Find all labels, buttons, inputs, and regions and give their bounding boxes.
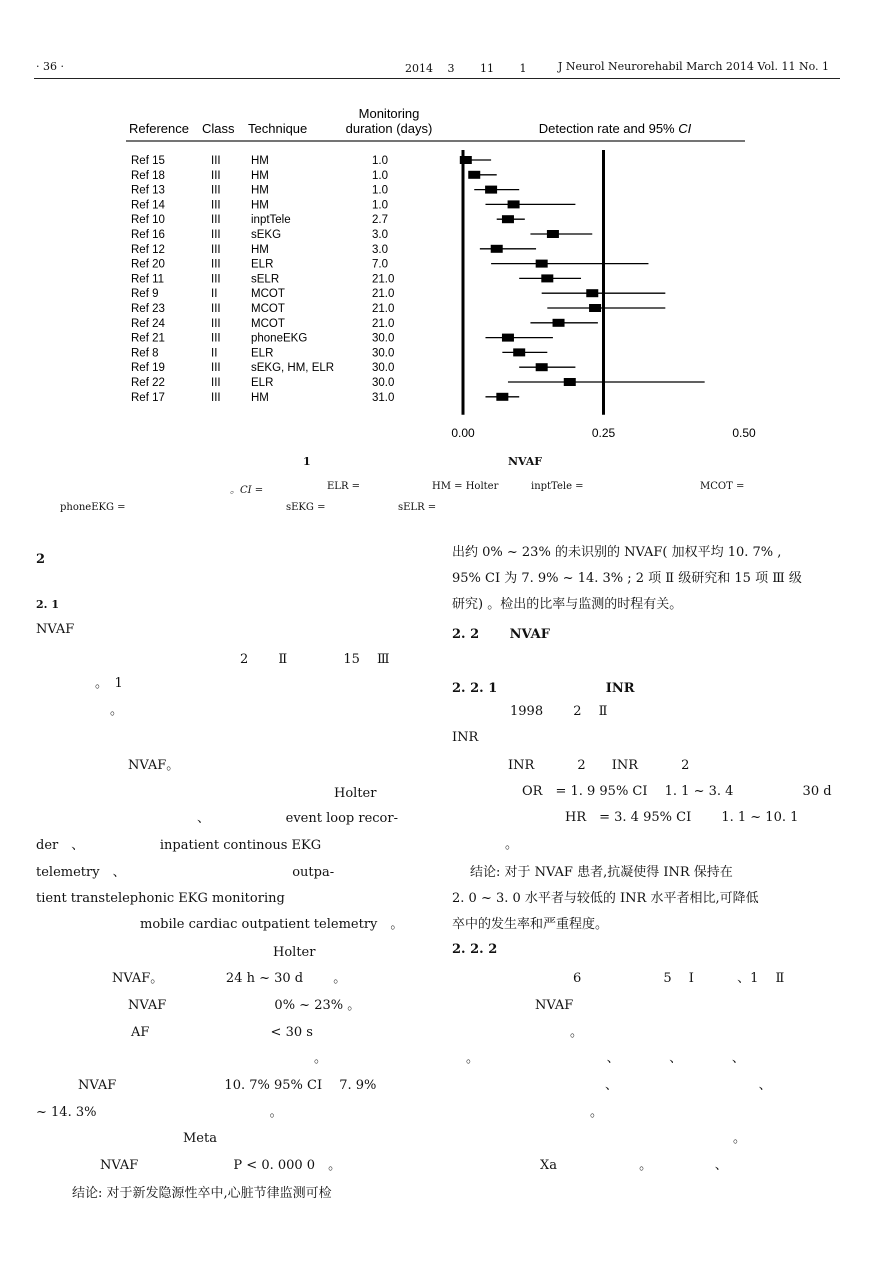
section-2-2-2-heading: 2. 2. 2 xyxy=(452,942,498,957)
abbrev-ci: 。CI = xyxy=(230,485,264,496)
page-number: · 36 · xyxy=(36,60,64,73)
right-line: 研究) 。检出的比率与监测的时程有关。 xyxy=(452,597,683,612)
left-line: AF < 30 s xyxy=(131,1025,313,1040)
row-duration: 3.0 xyxy=(372,243,388,256)
left-line: tient transtelephonic EKG monitoring xyxy=(36,891,285,906)
row-class: III xyxy=(211,169,221,182)
row-class: III xyxy=(211,362,221,375)
left-line: Holter xyxy=(334,786,377,801)
x-tick-label: 0.25 xyxy=(591,425,616,440)
row-reference: Ref 21 xyxy=(131,332,165,345)
figure-caption-nvaf: NVAF xyxy=(508,455,543,468)
col-reference: Reference xyxy=(129,121,189,136)
point-estimate xyxy=(547,230,559,238)
left-line: 。 xyxy=(110,703,124,718)
abbrev-elr: ELR = xyxy=(327,481,361,492)
left-line: NVAF。 24 h ~ 30 d 。 xyxy=(112,971,347,986)
row-duration: 21.0 xyxy=(372,303,395,315)
point-estimate xyxy=(536,363,548,371)
row-duration: 3.0 xyxy=(372,229,388,241)
row-duration: 21.0 xyxy=(372,288,395,301)
left-line: 结论: 对于新发隐源性卒中,心脏节律监测可检 xyxy=(72,1186,332,1201)
row-technique: HM xyxy=(251,391,269,404)
left-line: der 、 inpatient continous EKG xyxy=(36,838,322,853)
row-technique: HM xyxy=(251,199,269,212)
col-monitoring: Monitoring xyxy=(358,106,420,121)
row-reference: Ref 23 xyxy=(131,303,165,315)
row-reference: Ref 16 xyxy=(131,229,165,241)
point-estimate xyxy=(508,200,520,208)
right-line: INR xyxy=(452,730,479,745)
abbrev-phoneekg: phoneEKG = xyxy=(60,502,126,513)
section-2-2-1-heading: 2. 2. 1 INR xyxy=(452,681,635,696)
row-reference: Ref 8 xyxy=(131,347,159,360)
row-reference: Ref 10 xyxy=(131,214,165,227)
row-technique: HM xyxy=(251,169,269,182)
row-reference: Ref 12 xyxy=(131,243,165,256)
col-duration: duration (days) xyxy=(345,121,433,136)
point-estimate xyxy=(491,245,503,253)
x-tick-label: 0.50 xyxy=(732,425,756,440)
row-reference: Ref 17 xyxy=(131,391,165,404)
right-line: NVAF xyxy=(535,998,574,1013)
right-line: 1998 2 Ⅱ xyxy=(510,704,608,719)
left-line: ~ 14. 3% 。 xyxy=(36,1105,283,1120)
row-reference: Ref 24 xyxy=(131,317,165,330)
right-line: INR 2 INR 2 xyxy=(508,758,690,773)
row-class: III xyxy=(211,317,221,330)
x-tick-label: 0.00 xyxy=(451,425,475,440)
figure-caption-number: 1 xyxy=(303,455,311,468)
forest-plot xyxy=(0,90,875,450)
point-estimate xyxy=(586,289,598,297)
right-line: 。 xyxy=(590,1105,604,1120)
row-technique: HM xyxy=(251,155,269,167)
row-technique: ELR xyxy=(251,258,274,271)
left-line: Holter xyxy=(273,945,316,960)
section-2-heading: 2 xyxy=(36,552,46,567)
point-estimate xyxy=(502,334,514,342)
row-technique: sEKG, HM, ELR xyxy=(251,362,335,375)
row-duration: 1.0 xyxy=(372,184,388,197)
row-technique: MCOT xyxy=(251,303,285,315)
row-class: III xyxy=(211,214,221,227)
right-line: 。 xyxy=(570,1025,584,1040)
row-class: III xyxy=(211,229,221,241)
row-class: II xyxy=(211,288,218,301)
right-line: Xa 。 、 xyxy=(540,1158,728,1173)
left-line: 。 xyxy=(314,1051,328,1066)
point-estimate xyxy=(485,186,497,194)
row-duration: 7.0 xyxy=(372,258,388,271)
row-class: III xyxy=(211,377,221,389)
row-class: III xyxy=(211,332,221,345)
row-duration: 30.0 xyxy=(372,347,395,360)
abbrev-sekg: sEKG = xyxy=(286,502,326,513)
row-class: III xyxy=(211,243,221,256)
left-line: telemetry 、 outpa- xyxy=(36,865,335,880)
row-class: III xyxy=(211,273,221,286)
row-class: III xyxy=(211,258,221,271)
row-technique: MCOT xyxy=(251,288,285,301)
section-2-1-heading: 2. 1 xyxy=(36,598,59,611)
row-class: III xyxy=(211,184,221,197)
point-estimate xyxy=(564,378,576,386)
row-technique: ELR xyxy=(251,347,274,360)
row-reference: Ref 22 xyxy=(131,377,165,389)
journal-en-header: J Neurol Neurorehabil March 2014 Vol. 11 No. 1 xyxy=(558,60,830,73)
point-estimate xyxy=(589,304,601,312)
right-line: 出约 0% ~ 23% 的未识别的 NVAF( 加权平均 10. 7% , xyxy=(452,545,782,560)
left-line: NVAF 10. 7% 95% CI 7. 9% xyxy=(78,1078,377,1093)
header-rule xyxy=(34,78,840,79)
row-duration: 2.7 xyxy=(372,214,388,227)
row-technique: inptTele xyxy=(251,214,291,227)
row-duration: 30.0 xyxy=(372,377,395,389)
point-estimate xyxy=(496,393,508,401)
row-class: II xyxy=(211,347,218,360)
col-class: Class xyxy=(202,121,235,136)
right-line: 。 、 、 、 xyxy=(466,1051,745,1066)
row-duration: 31.0 xyxy=(372,391,395,404)
point-estimate xyxy=(468,171,480,179)
right-line: 。 xyxy=(505,837,519,852)
point-estimate xyxy=(513,348,525,356)
row-reference: Ref 14 xyxy=(131,199,165,212)
abbrev-inpttele: inptTele = xyxy=(531,481,584,492)
abbrev-selr: sELR = xyxy=(398,502,437,513)
left-line: 2 Ⅱ 15 Ⅲ xyxy=(240,652,390,667)
row-reference: Ref 18 xyxy=(131,169,165,182)
row-class: III xyxy=(211,303,221,315)
point-estimate xyxy=(553,319,565,327)
left-line: mobile cardiac outpatient telemetry 。 xyxy=(140,917,404,932)
row-technique: HM xyxy=(251,184,269,197)
row-technique: sELR xyxy=(251,273,280,286)
row-technique: HM xyxy=(251,243,269,256)
row-reference: Ref 13 xyxy=(131,184,165,197)
row-duration: 21.0 xyxy=(372,273,395,286)
row-reference: Ref 11 xyxy=(131,273,165,286)
left-line: Meta xyxy=(183,1131,217,1146)
row-class: III xyxy=(211,155,221,167)
left-line: NVAF P < 0. 000 0 。 xyxy=(100,1158,342,1173)
right-line: OR = 1. 9 95% CI 1. 1 ~ 3. 4 30 d xyxy=(522,784,832,799)
row-duration: 1.0 xyxy=(372,155,388,167)
right-line: 95% CI 为 7. 9% ~ 14. 3% ; 2 项 Ⅱ 级研究和 15 项 Ⅲ 级 xyxy=(452,571,802,586)
point-estimate xyxy=(502,215,514,223)
left-line: 。 1 xyxy=(95,676,123,691)
point-estimate xyxy=(536,260,548,268)
right-line: 6 5 Ⅰ 、1 Ⅱ xyxy=(573,971,785,986)
row-duration: 30.0 xyxy=(372,332,395,345)
row-duration: 30.0 xyxy=(372,362,395,375)
row-technique: sEKG xyxy=(251,229,282,241)
section-2-2-heading: 2. 2 NVAF xyxy=(452,627,550,642)
row-reference: Ref 20 xyxy=(131,258,165,271)
right-line: 结论: 对于 NVAF 患者,抗凝使得 INR 保持在 xyxy=(470,865,733,880)
row-duration: 1.0 xyxy=(372,199,388,212)
row-duration: 21.0 xyxy=(372,317,395,330)
row-duration: 1.0 xyxy=(372,169,388,182)
col-technique: Technique xyxy=(248,121,308,136)
left-line: 、 event loop recor- xyxy=(197,811,398,826)
row-class: III xyxy=(211,391,221,404)
row-reference: Ref 19 xyxy=(131,362,165,375)
row-class: III xyxy=(211,199,221,212)
abbrev-hm: HM = Holter xyxy=(432,481,499,492)
right-line: 、 、 xyxy=(605,1078,772,1093)
right-line: HR = 3. 4 95% CI 1. 1 ~ 10. 1 xyxy=(565,810,799,825)
row-reference: Ref 9 xyxy=(131,288,159,301)
row-technique: phoneEKG xyxy=(251,332,308,345)
right-line: 。 xyxy=(733,1131,747,1146)
col-detection-rate: Detection rate and 95% CI xyxy=(538,121,692,136)
right-line: 2. 0 ~ 3. 0 水平者与较低的 INR 水平者相比,可降低 xyxy=(452,891,759,906)
point-estimate xyxy=(541,274,553,282)
row-technique: MCOT xyxy=(251,317,285,330)
abbrev-mcot: MCOT = xyxy=(700,481,745,492)
left-line: NVAF 0% ~ 23% 。 xyxy=(128,998,361,1013)
row-technique: ELR xyxy=(251,377,274,389)
left-line: NVAF xyxy=(36,622,75,637)
row-reference: Ref 15 xyxy=(131,155,165,167)
left-line: NVAF。 xyxy=(128,758,180,773)
right-line: 卒中的发生率和严重程度。 xyxy=(452,917,609,932)
journal-cn-header: 2014 3 11 1 xyxy=(405,62,527,75)
